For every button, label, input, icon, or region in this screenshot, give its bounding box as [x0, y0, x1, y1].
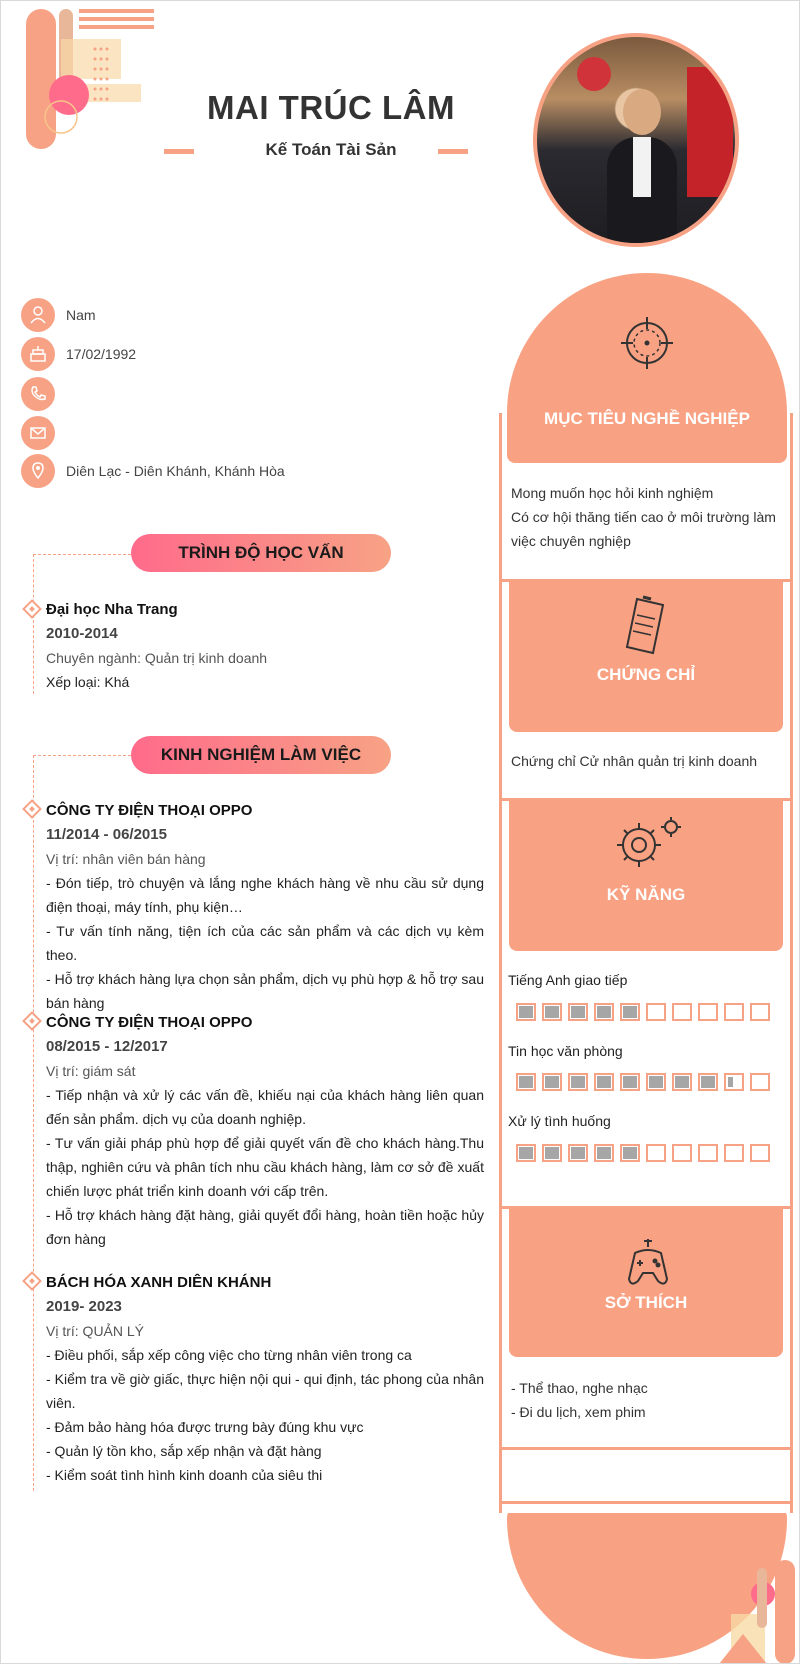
skill-level-square	[724, 1003, 744, 1021]
document-icon	[623, 595, 671, 657]
skill-level-square	[724, 1073, 744, 1091]
duty-line: - Điều phối, sắp xếp công việc cho từng nhân viên trong ca	[46, 1347, 412, 1363]
skill-level-square	[594, 1003, 614, 1021]
skill-level-square	[750, 1144, 770, 1162]
duty-line: - Kiểm tra về giờ giấc, thực hiện nội qui - qui định, tác phong của nhân viên.	[46, 1371, 484, 1411]
hobbies-heading: SỞ THÍCH	[604, 1293, 688, 1312]
job-title: Kế Toán Tài Sản	[265, 140, 397, 159]
skill-bar	[516, 1144, 770, 1162]
skill-level-square	[542, 1073, 562, 1091]
skill-level-square	[672, 1003, 692, 1021]
skill-level-square	[646, 1073, 666, 1091]
education-heading: TRÌNH ĐỘ HỌC VẤN	[131, 534, 391, 572]
duty-line: - Tư vấn tính năng, tiện ích của các sản phẩm và các dịch vụ kèm theo.	[46, 923, 484, 963]
skill-level-square	[594, 1144, 614, 1162]
skill-level-square	[542, 1144, 562, 1162]
photo-shirt	[633, 137, 651, 197]
duty-line: - Hỗ trợ khách hàng lựa chọn sản phẩm, dịch vụ phù hợp & hỗ trợ sau bán hàng	[46, 971, 484, 1011]
skill-level-square	[646, 1144, 666, 1162]
duty-line: - Hỗ trợ khách hàng đặt hàng, giải quyết đổi hàng, hoàn tiền hoặc hủy đơn hàng	[46, 1207, 484, 1247]
hobby-item: - Đi du lịch, xem phim	[511, 1404, 646, 1420]
bottom-frame	[499, 1501, 793, 1513]
bottom-right-decoration	[701, 1556, 799, 1664]
skill-level-square	[620, 1144, 640, 1162]
company-name: CÔNG TY ĐIỆN THOẠI OPPO	[46, 802, 253, 819]
company-name: CÔNG TY ĐIỆN THOẠI OPPO	[46, 1014, 253, 1031]
cake-icon	[21, 337, 55, 371]
job-period: 11/2014 - 06/2015	[46, 826, 167, 843]
skill-level-square	[698, 1003, 718, 1021]
skill-bar	[516, 1073, 770, 1091]
photo-head	[623, 89, 661, 135]
skill-level-square	[620, 1073, 640, 1091]
target-icon	[617, 313, 677, 373]
skill-level-square	[750, 1003, 770, 1021]
person-icon	[21, 298, 55, 332]
job-role: Vị trí: QUẢN LÝ	[46, 1323, 145, 1339]
skill-level-square	[620, 1003, 640, 1021]
contact-birthday	[21, 336, 136, 372]
job-bar-right	[438, 149, 468, 154]
job-role: Vị trí: giám sát	[46, 1063, 136, 1079]
gear-icon	[611, 811, 687, 877]
skill-level-square	[672, 1073, 692, 1091]
experience-entry	[46, 1011, 484, 1251]
job-period: 08/2015 - 12/2017	[46, 1038, 168, 1055]
job-period: 2019- 2023	[46, 1298, 122, 1315]
skill-level-square	[568, 1003, 588, 1021]
contact-text: Nam	[66, 307, 96, 323]
contact-gender	[21, 297, 96, 333]
contact-text: 17/02/1992	[66, 346, 137, 362]
experience-timeline	[33, 755, 34, 1491]
skills-heading: KỸ NĂNG	[606, 885, 686, 904]
company-name: BÁCH HÓA XANH DIÊN KHÁNH	[46, 1274, 272, 1291]
skill-level-square	[542, 1003, 562, 1021]
skill-level-square	[568, 1144, 588, 1162]
skill-name: Xử lý tình huống	[508, 1113, 611, 1129]
skill-name: Tiếng Anh giao tiếp	[508, 972, 628, 988]
skill-level-square	[646, 1003, 666, 1021]
duty-line: - Tiếp nhận và xử lý các vấn đề, khiếu nại của khách hàng liên quan đến sản phẩm. dịch vụ của doanh nghiệp.	[46, 1087, 484, 1127]
experience-entry	[46, 799, 484, 1015]
hobby-item: - Thể thao, nghe nhạc	[511, 1380, 648, 1396]
skill-level-square	[516, 1003, 536, 1021]
job-role: Vị trí: nhân viên bán hàng	[46, 851, 206, 867]
objective-text: Mong muốn học hỏi kinh nghiệm Có cơ hội thăng tiến cao ở môi trường làm việc chuyên nghiệp	[511, 485, 776, 549]
skill-level-square	[750, 1073, 770, 1091]
cert-heading: CHỨNG CHỈ	[596, 665, 696, 684]
skill-name: Tin học văn phòng	[508, 1043, 623, 1059]
contact-phone	[21, 376, 66, 412]
duty-line: - Tư vấn giải pháp phù hợp để giải quyết vấn đề cho khách hàng.Thu thập, nghiên cứu và phân tích nhu cầu khách hàng, làm cơ sở đề xuất chiến lược phát triển kinh doanh với cấp trên.	[46, 1135, 484, 1199]
education-timeline	[33, 554, 34, 694]
skill-level-square	[516, 1073, 536, 1091]
skill-level-square	[594, 1073, 614, 1091]
duty-line: - Kiểm soát tình hình kinh doanh của siêu thi	[46, 1467, 323, 1483]
location-icon	[21, 454, 55, 488]
timeline-marker	[22, 1011, 42, 1031]
duty-line: - Đón tiếp, trò chuyện và lắng nghe khách hàng về nhu cầu sử dụng điện thoại, máy tính, phụ kiện…	[46, 875, 484, 915]
skill-level-square	[698, 1144, 718, 1162]
education-connector	[33, 554, 131, 555]
right-column-rail-right	[790, 413, 793, 1503]
contact-text: Diên Lạc - Diên Khánh, Khánh Hòa	[66, 463, 285, 479]
contact-address	[21, 453, 285, 489]
full-name: MAI TRÚC LÂM	[207, 89, 455, 126]
experience-heading: KINH NGHIỆM LÀM VIỆC	[131, 736, 391, 774]
photo-banner	[687, 67, 733, 197]
cert-text: Chứng chỉ Cử nhân quản trị kinh doanh	[511, 753, 758, 769]
education-years: 2010-2014	[46, 625, 118, 642]
skill-level-square	[724, 1144, 744, 1162]
education-grade: Xếp loại: Khá	[46, 674, 130, 690]
contact-email	[21, 415, 66, 451]
timeline-marker	[22, 799, 42, 819]
photo-lantern	[577, 57, 611, 91]
education-entry	[46, 598, 484, 694]
skill-bar	[516, 1003, 770, 1021]
skill-level-square	[516, 1144, 536, 1162]
phone-icon	[21, 377, 55, 411]
duty-line: - Đảm bảo hàng hóa được trưng bày đúng khu vực	[46, 1419, 364, 1435]
mail-icon	[21, 416, 55, 450]
education-major: Chuyên ngành: Quản trị kinh doanh	[46, 650, 268, 666]
objective-heading: MỤC TIÊU NGHỀ NGHIỆP	[544, 409, 750, 428]
timeline-marker	[22, 599, 42, 619]
skill-level-square	[698, 1073, 718, 1091]
school-name: Đại học Nha Trang	[46, 601, 178, 618]
experience-connector	[33, 755, 131, 756]
skill-level-square	[568, 1073, 588, 1091]
top-left-decoration	[21, 9, 171, 159]
right-column-bottom-bar	[499, 1447, 793, 1450]
timeline-marker	[22, 1271, 42, 1291]
skill-level-square	[672, 1144, 692, 1162]
profile-photo	[533, 33, 739, 247]
duty-line: - Quản lý tồn kho, sắp xếp nhận và đặt hàng	[46, 1443, 322, 1459]
gamepad-icon	[627, 1237, 669, 1289]
experience-entry	[46, 1271, 484, 1487]
